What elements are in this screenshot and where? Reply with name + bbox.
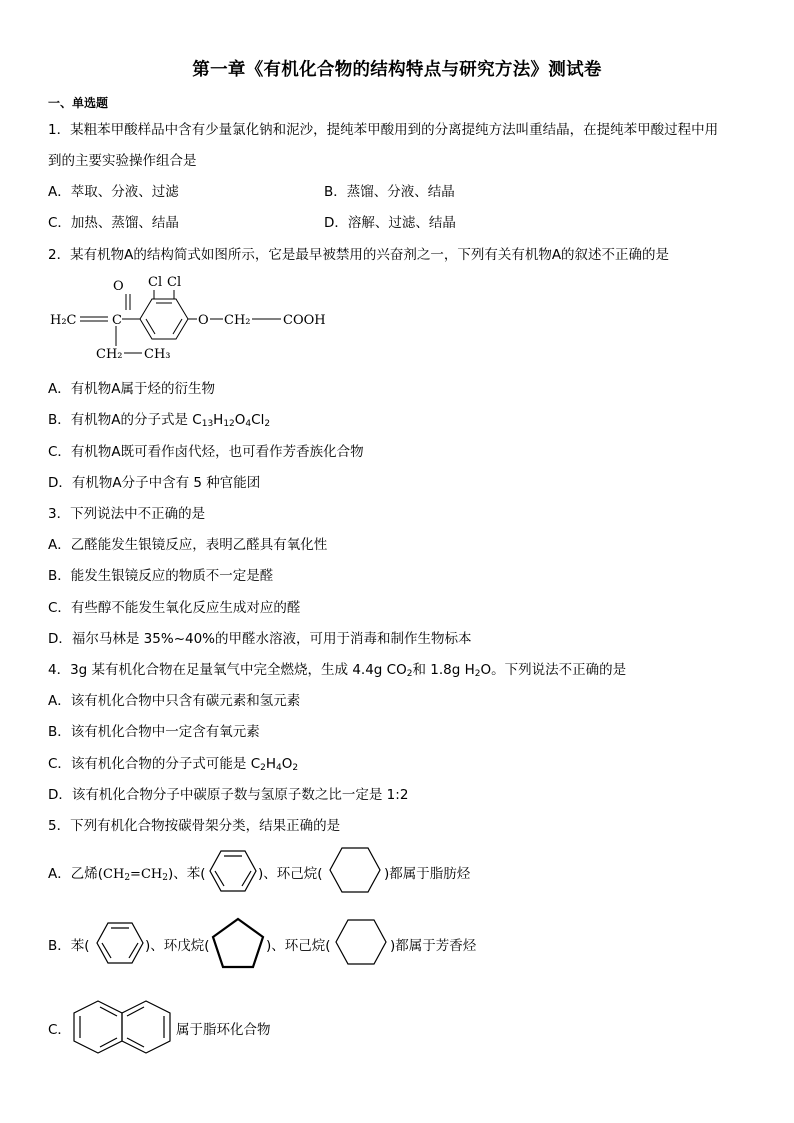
q1-stem-line2: 到的主要实验操作组合是 [48, 153, 197, 169]
q2-stem: 2．某有机物A的结构简式如图所示，它是最早被禁用的兴奋剂之一，下列有关有机物A的叙述不正确的是 [48, 247, 670, 263]
naphthalene-icon [72, 997, 174, 1057]
q5-option-a-text1: A．乙烯$(CH_2=CH_2)$、苯( [48, 866, 206, 883]
q1-option-d: D．溶解、过滤、结晶 [324, 215, 456, 231]
q4-option-a: A．该有机化合物中只含有碳元素和氢元素 [48, 693, 301, 709]
q5-option-a-text3: )都属于脂肪烃 [384, 866, 471, 882]
chlorine-label: Cl [167, 275, 182, 290]
oxygen-label: O [113, 279, 124, 294]
q1-option-c: C．加热、蒸馏、结晶 [48, 215, 179, 231]
q3-option-d: D．福尔马林是 35%~40%的甲醛水溶液，可用于消毒和制作生物标本 [48, 631, 472, 647]
page-title: 第一章《有机化合物的结构特点与研究方法》测试卷 [192, 60, 602, 80]
q3-option-b: B．能发生银镜反应的物质不一定是醛 [48, 568, 274, 584]
structural-formula [48, 272, 338, 367]
q2-option-b: B．有机物A的分子式是 $C_{13}H_{12}O_4Cl_2$ [48, 412, 271, 429]
carbon-label: C [112, 313, 122, 328]
benzene-ring-icon [208, 848, 258, 894]
q5-option-c-label: C． [48, 1022, 71, 1038]
q5-option-b-text2: )、环戊烷( [145, 938, 210, 954]
q5-option-b-text3: )、环己烷( [266, 938, 331, 954]
q2-option-d: D．有机物A分子中含有 5 种官能团 [48, 475, 261, 491]
q2-option-a: A．有机物A属于烃的衍生物 [48, 381, 215, 397]
ether-oxygen-label: O [198, 313, 209, 328]
q5-option-b-text1: B．苯( [48, 938, 90, 954]
ch2-label: CH₂ [96, 347, 123, 362]
q2-option-c: C．有机物A既可看作卤代烃，也可看作芳香族化合物 [48, 444, 364, 460]
cyclohexane-ring-icon [328, 846, 382, 894]
benzene-ring-icon [140, 299, 188, 339]
q5-option-b-text4: )都属于芳香烃 [390, 938, 477, 954]
q1-option-a: A．萃取、分液、过滤 [48, 184, 179, 200]
q3-stem: 3．下列说法中不正确的是 [48, 506, 206, 522]
ch2-label: CH₂ [224, 313, 251, 328]
q4-option-b: B．该有机化合物中一定含有氧元素 [48, 724, 260, 740]
q1-option-b: B．蒸馏、分液、结晶 [324, 184, 455, 200]
q4-stem: 4．3g 某有机化合物在足量氧气中完全燃烧，生成 4.4g $CO_2$和 1.8g $H_2O$。下列说法不正确的是 [48, 662, 627, 679]
cooh-label: COOH [283, 313, 326, 328]
q4-option-c: C．该有机化合物的分子式可能是 $C_2H_4O_2$ [48, 756, 299, 773]
cyclohexane-ring-icon [334, 918, 388, 966]
q1-stem-line1: 1．某粗苯甲酸样品中含有少量氯化钠和泥沙，提纯苯甲酸用到的分离提纯方法叫重结晶，在提纯苯甲酸过程中用 [48, 122, 719, 138]
cyclopentane-ring-icon [210, 916, 266, 970]
q4-option-d: D．该有机化合物分子中碳原子数与氢原子数之比一定是 1:2 [48, 787, 409, 803]
q5-option-a-text2: )、环己烷( [258, 866, 323, 882]
q3-option-c: C．有些醇不能发生氧化反应生成对应的醛 [48, 600, 301, 616]
chlorine-label: Cl [148, 275, 163, 290]
h2c-label: H₂C [50, 313, 77, 328]
q5-stem: 5．下列有机化合物按碳骨架分类，结果正确的是 [48, 818, 341, 834]
section-heading: 一、单选题 [48, 96, 109, 110]
benzene-ring-icon [95, 920, 145, 966]
q3-option-a: A．乙醛能发生银镜反应，表明乙醛具有氧化性 [48, 537, 328, 553]
ch3-label: CH₃ [144, 347, 171, 362]
q5-option-c-text: 属于脂环化合物 [176, 1022, 271, 1038]
